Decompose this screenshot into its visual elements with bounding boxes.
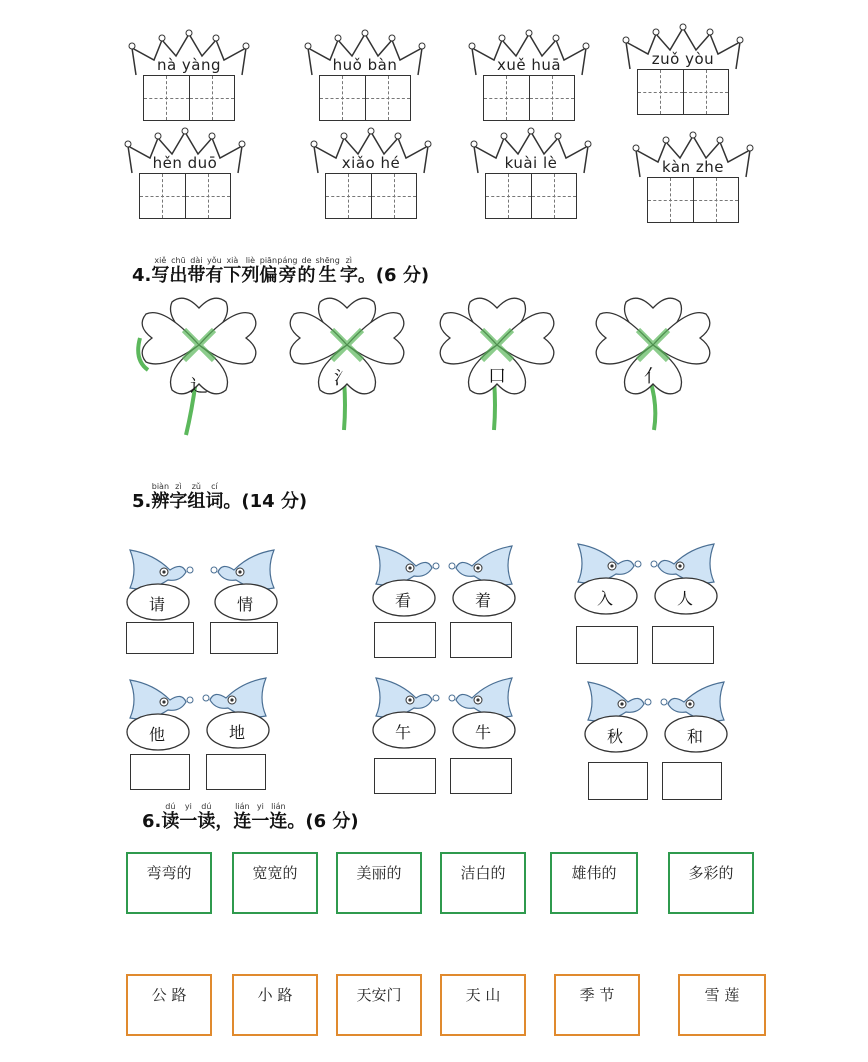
word-text: 天 山	[465, 986, 501, 1004]
word-text: 季 节	[579, 986, 615, 1004]
pinyin-text: xuě huā	[496, 56, 562, 74]
noun-box[interactable]	[232, 974, 318, 1036]
noun-box[interactable]	[554, 974, 640, 1036]
answer-box[interactable]	[662, 762, 722, 800]
pinyin-crown	[470, 30, 588, 140]
fish-char: 地	[228, 723, 245, 742]
word-text: 公 路	[151, 986, 187, 1004]
fish-card	[370, 544, 442, 622]
noun-box[interactable]	[336, 974, 422, 1036]
fish-card	[124, 678, 196, 756]
fish-card	[648, 542, 720, 620]
section4-heading: 4.写xiě出chū带dài有yǒu下xià列liè偏piān旁páng的de生shēng字zì。(6 分)	[132, 256, 430, 286]
writing-grid[interactable]	[483, 75, 575, 121]
pinyin-crown	[634, 132, 752, 242]
clover-card	[282, 290, 412, 440]
fish-char: 着	[474, 591, 491, 610]
pinyin-text: huǒ bàn	[332, 56, 398, 74]
radical-label: 亻	[644, 366, 662, 387]
fish-char: 情	[236, 595, 253, 614]
writing-grid[interactable]	[647, 177, 739, 223]
fish-char: 请	[148, 595, 165, 614]
word-text: 小 路	[257, 986, 293, 1004]
clover-card	[432, 290, 562, 440]
fish-card	[124, 548, 196, 626]
answer-box[interactable]	[206, 754, 266, 790]
clover-icon	[134, 290, 264, 440]
fish-char: 午	[394, 723, 411, 742]
adjective-box[interactable]	[232, 852, 318, 914]
pinyin-crown	[312, 128, 430, 238]
answer-box[interactable]	[450, 622, 512, 658]
pinyin-crown	[130, 30, 248, 140]
pinyin-text: nà yàng	[156, 56, 222, 74]
fish-card	[370, 676, 442, 754]
fish-card	[658, 680, 730, 758]
pinyin-text: kàn zhe	[662, 158, 724, 176]
word-text: 弯弯的	[146, 864, 192, 882]
fish-card	[446, 676, 518, 754]
pinyin-crown	[306, 30, 424, 140]
writing-grid[interactable]	[143, 75, 235, 121]
pinyin-crown	[624, 24, 742, 134]
section-number: 6.	[142, 811, 162, 832]
noun-box[interactable]	[440, 974, 526, 1036]
adjective-box[interactable]	[550, 852, 638, 914]
section6-heading: 6.读dú一yi读dú，连lián一yi连lián。(6 分)	[142, 802, 359, 832]
pinyin-text: zuǒ yòu	[651, 50, 715, 68]
pinyin-crown	[472, 128, 590, 238]
adjective-box[interactable]	[126, 852, 212, 914]
radical-label: 口	[488, 366, 506, 387]
pinyin-text: kuài lè	[504, 154, 558, 172]
fish-char: 看	[394, 591, 411, 610]
answer-box[interactable]	[450, 758, 512, 794]
fish-char: 他	[148, 725, 165, 744]
writing-grid[interactable]	[139, 173, 231, 219]
answer-box[interactable]	[576, 626, 638, 664]
word-text: 雪 莲	[704, 986, 740, 1004]
fish-card	[200, 676, 272, 754]
answer-box[interactable]	[652, 626, 714, 664]
pinyin-text: xiǎo hé	[341, 154, 401, 172]
pinyin-crown	[126, 128, 244, 238]
answer-box[interactable]	[374, 758, 436, 794]
clover-card	[134, 290, 264, 440]
word-text: 天安门	[356, 986, 402, 1004]
fish-card	[208, 548, 280, 626]
radical-label: 氵	[334, 368, 352, 389]
section-number: 5.	[132, 491, 152, 512]
clover-card	[588, 290, 718, 440]
fish-char: 人	[676, 589, 693, 608]
section5-heading: 5.辨biàn字zì组zǔ词cí。(14 分)	[132, 482, 308, 512]
fish-card	[572, 542, 644, 620]
adjective-box[interactable]	[336, 852, 422, 914]
fish-char: 入	[596, 589, 613, 608]
word-text: 宽宽的	[252, 864, 298, 882]
fish-card	[582, 680, 654, 758]
word-text: 雄伟的	[571, 864, 617, 882]
answer-box[interactable]	[126, 622, 194, 654]
word-text: 多彩的	[688, 864, 734, 882]
adjective-box[interactable]	[668, 852, 754, 914]
pinyin-text: hěn duō	[152, 154, 218, 172]
fish-char: 牛	[474, 723, 491, 742]
writing-grid[interactable]	[319, 75, 411, 121]
writing-grid[interactable]	[325, 173, 417, 219]
writing-grid[interactable]	[485, 173, 577, 219]
answer-box[interactable]	[588, 762, 648, 800]
noun-box[interactable]	[126, 974, 212, 1036]
fish-char: 秋	[606, 727, 623, 746]
answer-box[interactable]	[130, 754, 190, 790]
fish-char: 和	[686, 727, 703, 746]
word-text: 洁白的	[460, 864, 506, 882]
fish-card	[446, 544, 518, 622]
adjective-box[interactable]	[440, 852, 526, 914]
word-text: 美丽的	[356, 864, 402, 882]
writing-grid[interactable]	[637, 69, 729, 115]
radical-label: 辶	[190, 376, 208, 397]
section-number: 4.	[132, 265, 152, 286]
answer-box[interactable]	[210, 622, 278, 654]
answer-box[interactable]	[374, 622, 436, 658]
noun-box[interactable]	[678, 974, 766, 1036]
